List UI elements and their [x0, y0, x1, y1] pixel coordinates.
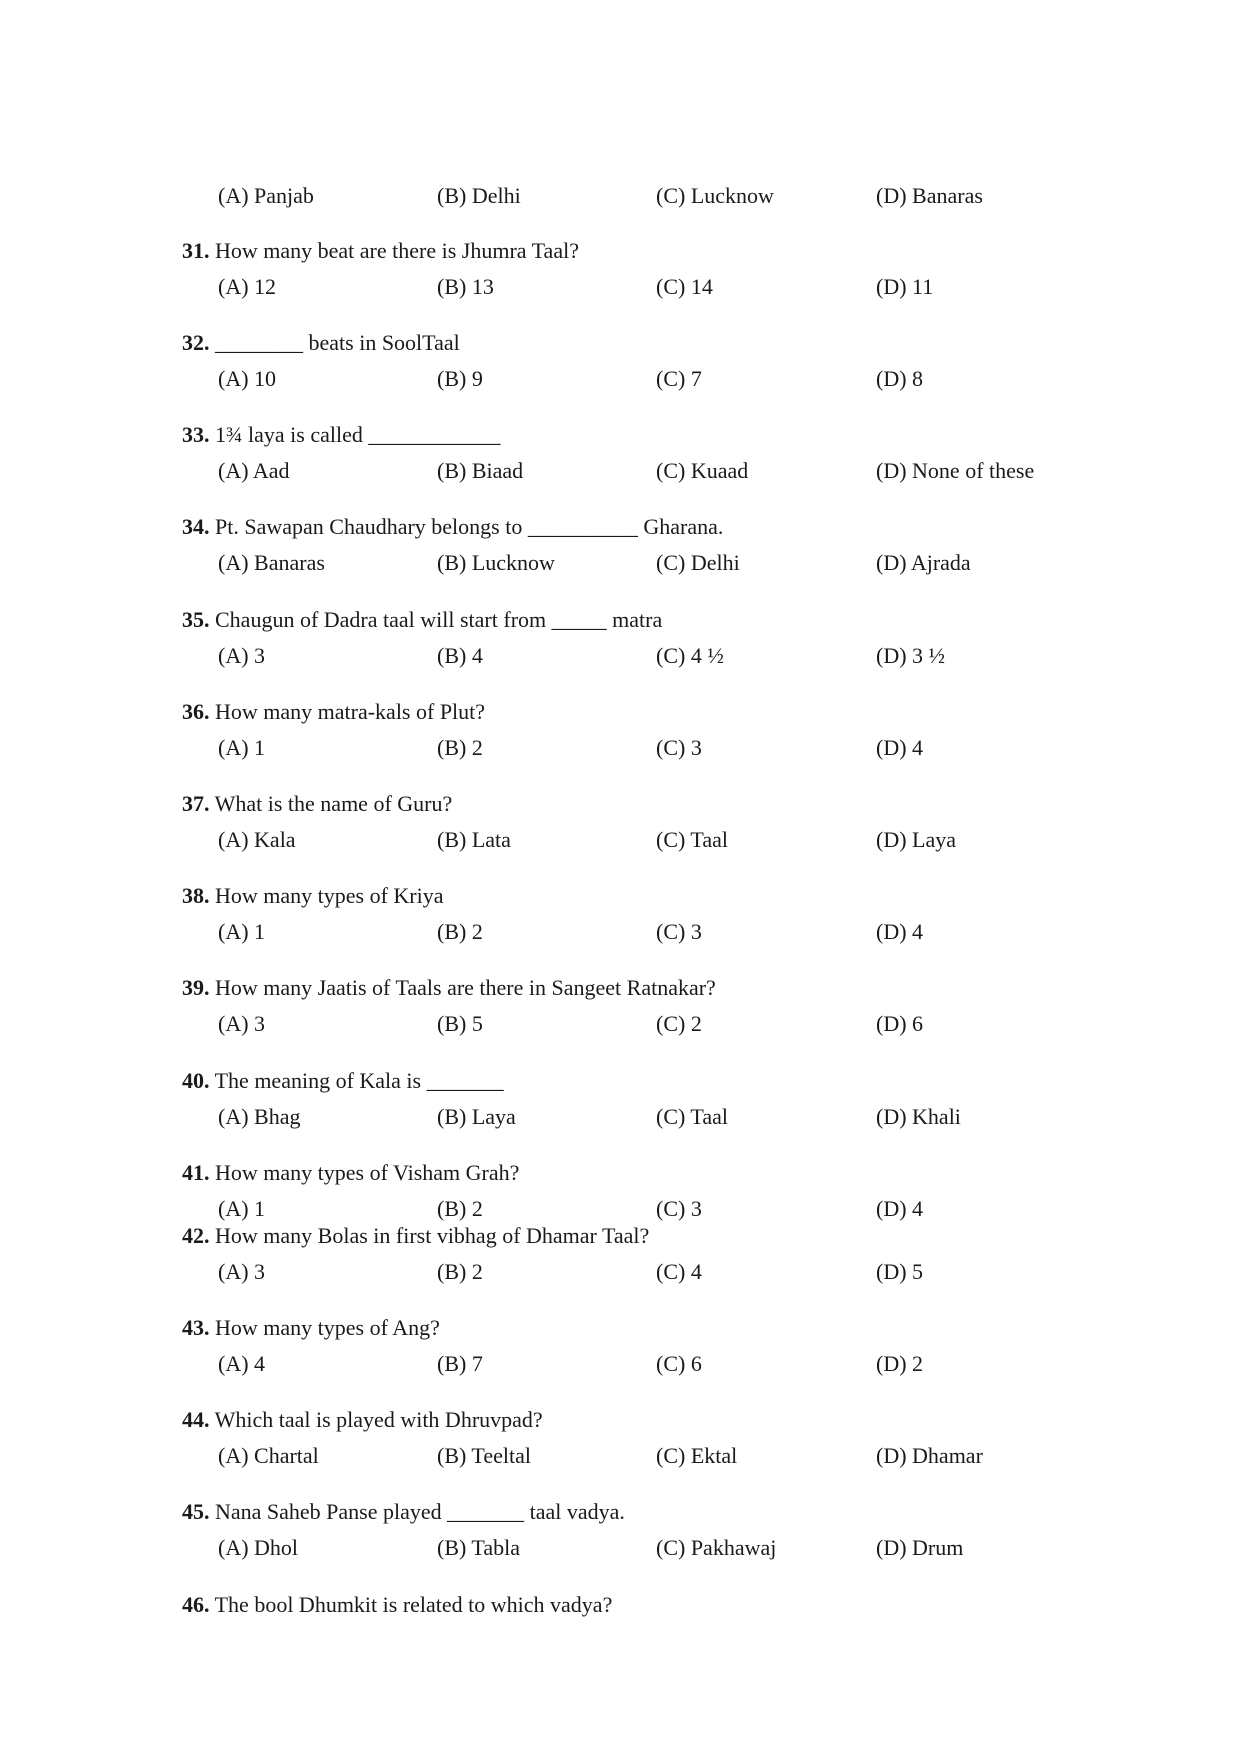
- option-c: (C) 7: [656, 366, 702, 391]
- question-text: How many types of Visham Grah?: [215, 1160, 520, 1185]
- option-d: (D) None of these: [876, 458, 1035, 483]
- question-text: The meaning of Kala is _______: [214, 1068, 504, 1093]
- question-number: 41.: [182, 1160, 210, 1185]
- question-number: 43.: [182, 1315, 210, 1340]
- question-text: How many Jaatis of Taals are there in Sangeet Ratnakar?: [215, 975, 716, 1000]
- option-c: (C) 6: [656, 1351, 702, 1376]
- option-b: (B) Teeltal: [437, 1443, 531, 1468]
- question-text: How many types of Ang?: [215, 1315, 440, 1340]
- option-a: (A) 1: [218, 919, 266, 944]
- option-a: (A) Bhag: [218, 1104, 301, 1129]
- option-b: (B) Delhi: [437, 183, 521, 208]
- option-d: (D) 4: [876, 735, 924, 760]
- option-b: (B) 9: [437, 366, 483, 391]
- question-text-line: [182, 791, 452, 817]
- question-number: 31.: [182, 238, 210, 263]
- question-text-line: [182, 1160, 519, 1186]
- options-row: [0, 366, 1241, 392]
- options-row: [0, 1535, 1241, 1561]
- option-a: (A) Banaras: [218, 550, 325, 575]
- question-text: How many beat are there is Jhumra Taal?: [215, 238, 579, 263]
- option-b: (B) 7: [437, 1351, 483, 1376]
- option-d: (D) Dhamar: [876, 1443, 983, 1468]
- option-c: (C) 4 ½: [656, 643, 724, 668]
- option-c: (C) Kuaad: [656, 458, 749, 483]
- options-row: [0, 1196, 1241, 1222]
- option-b: (B) 2: [437, 1196, 483, 1221]
- question-text-line: [182, 238, 579, 264]
- option-b: (B) Biaad: [437, 458, 524, 483]
- option-a: (A) Kala: [218, 827, 296, 852]
- question-text: What is the name of Guru?: [214, 791, 453, 816]
- option-d: (D) 8: [876, 366, 924, 391]
- option-a: (A) 3: [218, 643, 266, 668]
- option-b: (B) Tabla: [437, 1535, 520, 1560]
- question-number: 45.: [182, 1499, 210, 1524]
- question-number: 36.: [182, 699, 210, 724]
- question-text-line: [182, 1315, 440, 1341]
- option-b: (B) Laya: [437, 1104, 516, 1129]
- option-c: (C) Pakhawaj: [656, 1535, 777, 1560]
- option-b: (B) Lata: [437, 827, 511, 852]
- question-text: Pt. Sawapan Chaudhary belongs to __________ Gharana.: [215, 514, 724, 539]
- options-row: [0, 643, 1241, 669]
- option-d: (D) 11: [876, 274, 934, 299]
- option-c: (C) Taal: [656, 1104, 728, 1129]
- option-d: (D) 3 ½: [876, 643, 946, 668]
- options-row: [0, 1104, 1241, 1130]
- question-text-line: [182, 330, 460, 356]
- question-number: 37.: [182, 791, 210, 816]
- option-a: (A) Panjab: [218, 183, 314, 208]
- question-text: The bool Dhumkit is related to which vadya?: [214, 1592, 613, 1617]
- question-text-line: [182, 699, 485, 725]
- question-text: How many types of Kriya: [215, 883, 444, 908]
- option-c: (C) 3: [656, 919, 702, 944]
- options-row: [0, 274, 1241, 300]
- option-c: (C) 4: [656, 1259, 702, 1284]
- options-row: [0, 1351, 1241, 1377]
- options-row: [0, 735, 1241, 761]
- question-text: How many Bolas in first vibhag of Dhamar Taal?: [215, 1223, 650, 1248]
- option-d: (D) Drum: [876, 1535, 964, 1560]
- question-text-line: [182, 422, 500, 448]
- option-c: (C) 2: [656, 1011, 702, 1036]
- question-text: ________ beats in SoolTaal: [215, 330, 460, 355]
- question-text: Nana Saheb Panse played _______ taal vadya.: [215, 1499, 625, 1524]
- option-b: (B) Lucknow: [437, 550, 555, 575]
- question-text: Chaugun of Dadra taal will start from _____ matra: [215, 607, 663, 632]
- option-d: (D) 2: [876, 1351, 924, 1376]
- options-row: [0, 1259, 1241, 1285]
- question-number: 38.: [182, 883, 210, 908]
- option-d: (D) Banaras: [876, 183, 983, 208]
- option-d: (D) Ajrada: [876, 550, 971, 575]
- question-text-line: [182, 1499, 625, 1525]
- question-number: 39.: [182, 975, 210, 1000]
- option-b: (B) 2: [437, 1259, 483, 1284]
- question-text-line: [182, 883, 444, 909]
- option-d: (D) 4: [876, 1196, 924, 1221]
- option-c: (C) Ektal: [656, 1443, 738, 1468]
- option-b: (B) 5: [437, 1011, 483, 1036]
- option-c: (C) Delhi: [656, 550, 740, 575]
- option-c: (C) 3: [656, 1196, 702, 1221]
- question-text-line: [182, 514, 723, 540]
- option-c: (C) Lucknow: [656, 183, 774, 208]
- option-d: (D) 6: [876, 1011, 924, 1036]
- option-a: (A) Chartal: [218, 1443, 319, 1468]
- options-row: [0, 919, 1241, 945]
- question-text-line: [182, 1592, 612, 1618]
- option-b: (B) 2: [437, 919, 483, 944]
- options-row: [0, 1443, 1241, 1469]
- question-text: Which taal is played with Dhruvpad?: [214, 1407, 543, 1432]
- option-b: (B) 2: [437, 735, 483, 760]
- option-a: (A) 10: [218, 366, 277, 391]
- question-text-line: [182, 975, 716, 1001]
- question-text-line: [182, 607, 662, 633]
- option-c: (C) 14: [656, 274, 713, 299]
- option-d: (D) 4: [876, 919, 924, 944]
- options-row: [0, 1011, 1241, 1037]
- options-row: [0, 458, 1241, 484]
- option-a: (A) 3: [218, 1259, 266, 1284]
- option-a: (A) 3: [218, 1011, 266, 1036]
- options-row: [0, 827, 1241, 853]
- option-d: (D) Laya: [876, 827, 957, 852]
- question-number: 44.: [182, 1407, 210, 1432]
- question-number: 33.: [182, 422, 210, 447]
- question-text-line: [182, 1407, 543, 1433]
- question-number: 32.: [182, 330, 210, 355]
- question-number: 40.: [182, 1068, 210, 1093]
- question-number: 42.: [182, 1223, 210, 1248]
- option-a: (A) 12: [218, 274, 277, 299]
- option-c: (C) Taal: [656, 827, 728, 852]
- option-d: (D) Khali: [876, 1104, 961, 1129]
- option-b: (B) 4: [437, 643, 483, 668]
- question-number: 34.: [182, 514, 210, 539]
- option-a: (A) Aad: [218, 458, 290, 483]
- option-b: (B) 13: [437, 274, 494, 299]
- option-d: (D) 5: [876, 1259, 924, 1284]
- question-number: 46.: [182, 1592, 210, 1617]
- question-text-line: [182, 1068, 504, 1094]
- option-a: (A) 4: [218, 1351, 266, 1376]
- question-text: 1¾ laya is called ____________: [215, 422, 501, 447]
- option-a: (A) Dhol: [218, 1535, 299, 1560]
- question-number: 35.: [182, 607, 210, 632]
- option-c: (C) 3: [656, 735, 702, 760]
- option-a: (A) 1: [218, 1196, 266, 1221]
- question-text: How many matra-kals of Plut?: [215, 699, 486, 724]
- option-a: (A) 1: [218, 735, 266, 760]
- question-text-line: [182, 1223, 649, 1249]
- options-row: [0, 550, 1241, 576]
- leading-options-row: [0, 183, 1241, 209]
